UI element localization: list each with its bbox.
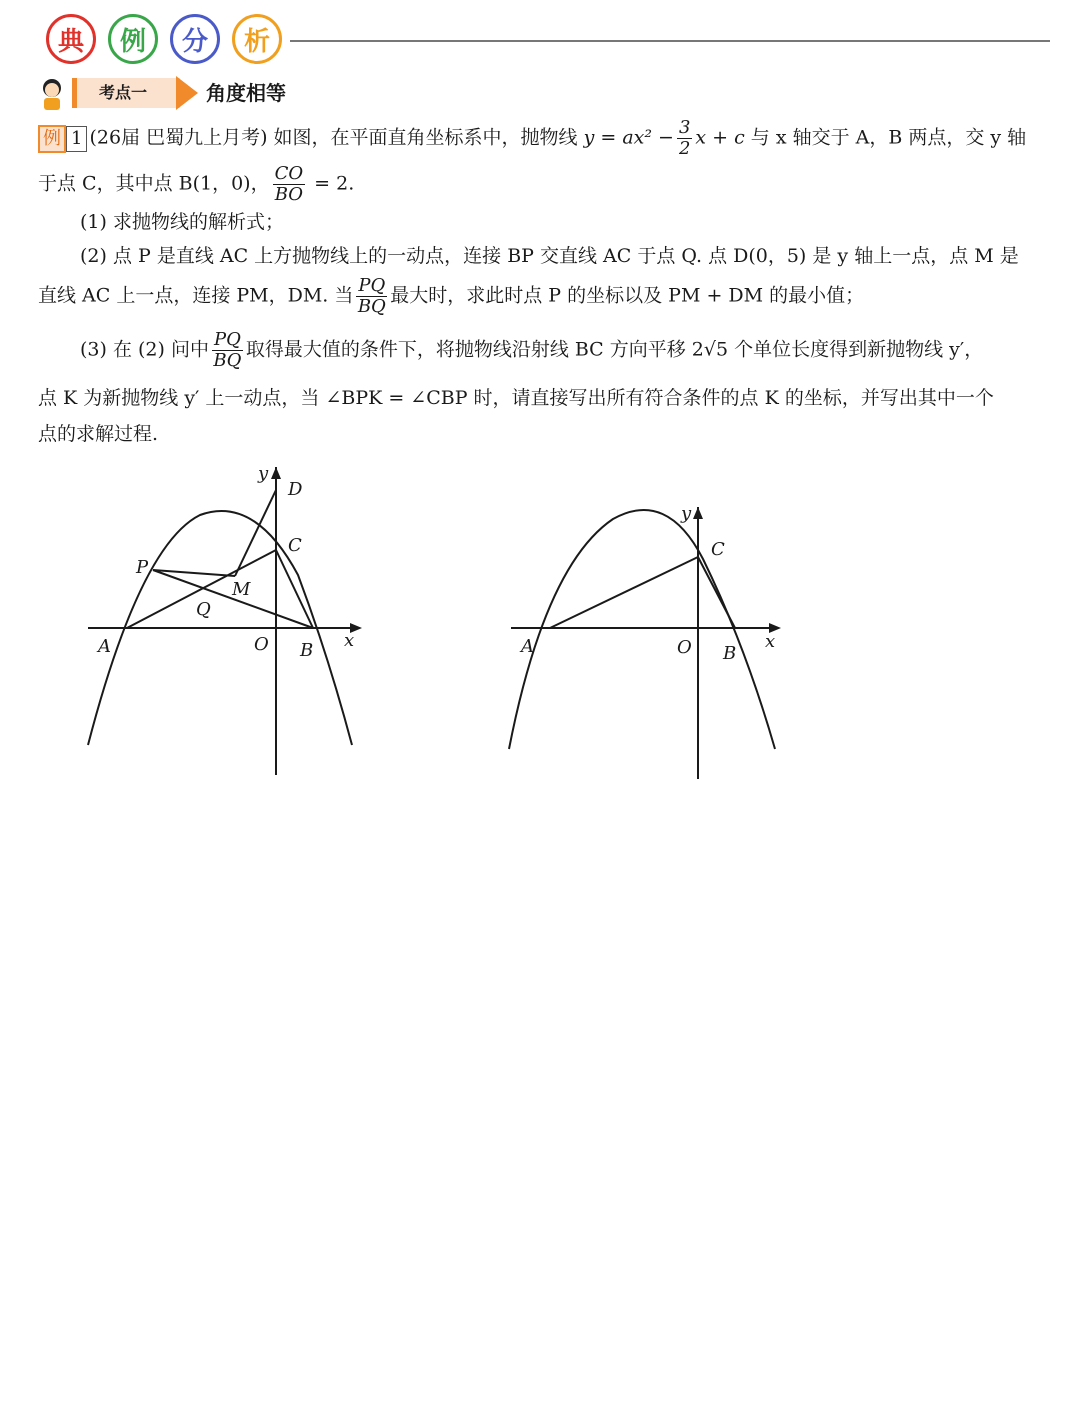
y-arrow-2 [693,507,703,519]
q2b-post: 最大时，求此时点 P 的坐标以及 PM + DM 的最小值； [390,284,865,307]
header-char-2: 例 [108,14,158,64]
header-char-1: 典 [46,14,96,64]
label-C-2: C [711,539,725,560]
label-C-1: C [288,535,302,556]
topic-bar [36,74,336,114]
header-char-3: 分 [170,14,220,64]
topic-arrow [176,76,198,110]
label-Q: Q [196,599,211,620]
frac2: $\frac{CO}{BO}$ [274,163,304,205]
parabola-2 [509,510,775,749]
label-D: D [288,479,303,500]
frac4: $\frac{PQ}{BQ}$ [213,329,242,371]
topic-name: 角度相等 [206,81,286,105]
line1a: 如图，在平面直角坐标系中，抛物线 [267,126,584,149]
segment-MD [235,490,276,576]
label-y-1: y [258,463,269,484]
label-O-1: O [254,634,269,655]
label-x-2: x [765,631,776,652]
problem-line-1 [38,118,1026,159]
topic-tag: 考点一 [72,78,180,108]
question-3-line-1 [80,330,983,371]
example-source: (26届 巴蜀九上月考) [89,126,268,149]
question-1: (1) 求抛物线的解析式； [80,211,284,233]
label-B-1: B [300,640,314,661]
segment-CB-2 [698,557,735,628]
line2a: 于点 C，其中点 B(1，0)， [38,172,270,195]
header-char-4: 析 [232,14,282,64]
line1b: 与 x 轴交于 A，B 两点，交 y 轴 [744,126,1027,149]
problem-line-2 [38,164,354,205]
segment-AC-2 [550,557,698,628]
label-P: P [136,557,149,578]
label-y-2: y [681,503,692,524]
label-M: M [232,579,251,600]
label-A-1: A [98,636,111,657]
frac3: $\frac{PQ}{BQ}$ [357,275,386,317]
question-3-line-2: 点 K 为新抛物线 y′ 上一动点，当 ∠BPK = ∠CBP 时，请直接写出所有符合条件的点 K 的坐标，并写出其中一个 [38,387,994,409]
figure-2 [505,495,795,785]
eq2: x + c [695,126,745,149]
figure-1 [80,455,380,785]
label-A-2: A [521,636,534,657]
label-x-1: x [344,630,355,651]
line2b: = 2. [308,172,355,195]
section-header [40,14,1050,70]
y-arrow-1 [271,467,281,479]
header-rule [290,40,1050,42]
q2b-pre: 直线 AC 上一点，连接 PM，DM. 当 [38,284,354,307]
label-B-2: B [723,643,737,664]
student-icon [36,76,68,112]
frac1: $\frac{3}{2}$ [678,117,691,159]
example-number: 1 [66,126,87,152]
question-2-line-1: (2) 点 P 是直线 AC 上方抛物线上的一动点，连接 BP 交直线 AC 于点 Q. 点 D(0，5) 是 y 轴上一点，点 M 是 [80,245,1019,267]
q3a-pre: (3) 在 (2) 问中 [80,338,209,361]
label-O-2: O [677,637,692,658]
q3a-post: 取得最大值的条件下，将抛物线沿射线 BC 方向平移 2√5 个单位长度得到新抛物线 y′， [245,338,984,361]
example-badge: 例 [38,125,66,153]
eq1: y = ax² − [583,126,674,149]
question-2-line-2 [38,276,864,317]
question-3-line-3: 点的求解过程. [38,423,159,445]
